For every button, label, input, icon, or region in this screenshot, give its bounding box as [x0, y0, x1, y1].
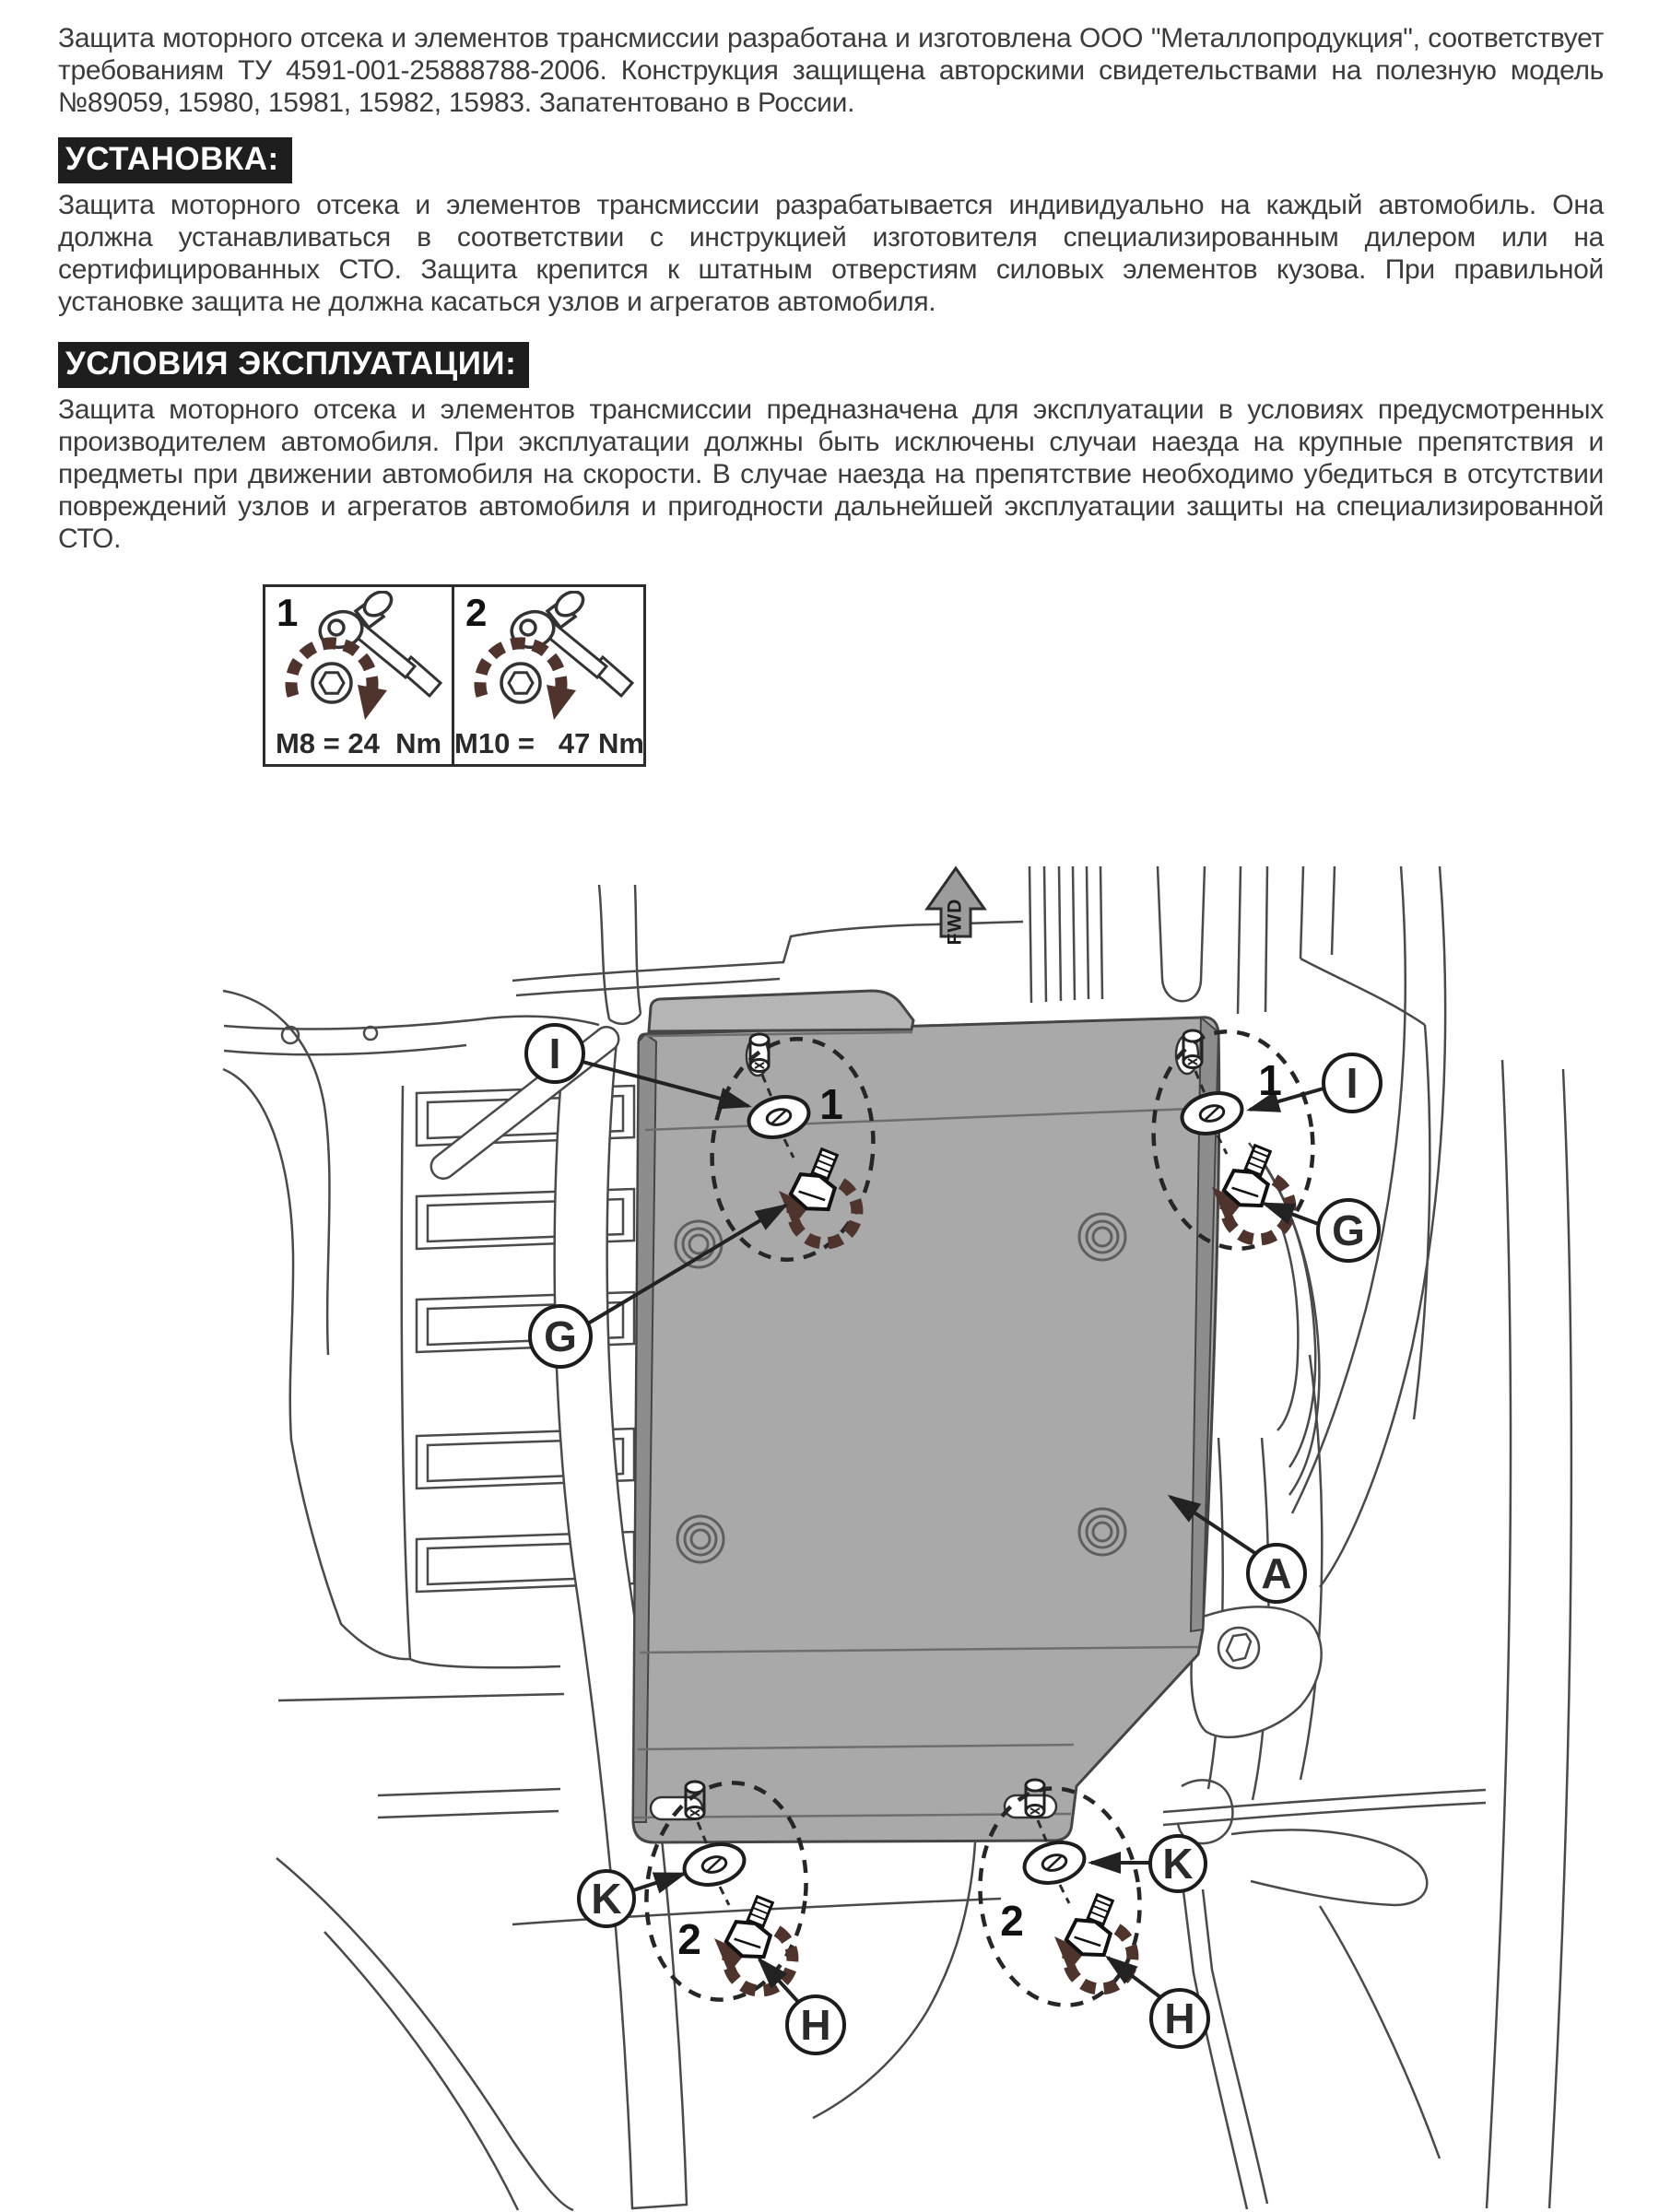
torque-step-1: 1	[276, 591, 299, 634]
torque-value-1: M8 = 24 Nm	[275, 727, 442, 759]
torque-cell-2	[454, 587, 643, 764]
callout-A	[1248, 1545, 1305, 1602]
torque-value-2: M10 = 47 Nm	[454, 727, 644, 759]
callout-K-left	[579, 1871, 634, 1926]
suspension-bracket	[1192, 1606, 1322, 1736]
section-installation	[58, 137, 1604, 183]
section-operating	[58, 342, 1604, 388]
fwd-label: FWD	[944, 898, 966, 946]
callout-I-left	[526, 1025, 583, 1082]
svg-text:G: G	[544, 1312, 577, 1360]
intro-paragraph: Защита моторного отсека и элементов трансмиссии разработана и изготовлена ООО "Металлопродукция", соответствует требованиям ТУ 4591-001-25888788-2006. Конструкция защищена авторскими свидетельствами на полезную модель №89059, 15980, 15981, 15982, 15983. Запатентовано в России.	[58, 23, 1604, 118]
svg-text:1: 1	[819, 1080, 843, 1128]
svg-text:K: K	[1162, 1840, 1194, 1888]
svg-text:2: 2	[677, 1915, 701, 1963]
svg-text:2: 2	[1000, 1897, 1024, 1945]
text-column	[58, 22, 1604, 767]
callout-G-left	[530, 1306, 591, 1367]
installation-header: УСТАНОВКА:	[58, 137, 292, 183]
callout-I-right	[1324, 1054, 1381, 1112]
callout-K-right	[1150, 1836, 1206, 1891]
torque-arc-icon	[464, 635, 578, 731]
plate-front-flange	[649, 991, 913, 1031]
svg-text:G: G	[1332, 1206, 1365, 1254]
svg-text:H: H	[1164, 1994, 1195, 2042]
skid-plate	[633, 991, 1219, 1842]
svg-text:H: H	[800, 2001, 831, 2049]
torque-arc-icon	[275, 635, 389, 731]
fastener-set-lower-right	[1020, 1780, 1133, 1989]
svg-text:A: A	[1261, 1549, 1292, 1597]
installation-paragraph: Защита моторного отсека и элементов трансмиссии разрабатывается индивидуально на каждый автомобиль. Она должна устанавливаться в соответствии с инструкцией изготовителя специализированным дилером или на сертифицированных СТО. Защита крепится к штатным отверстиям силовых элементов кузова. При правильной установке защита не должна касаться узлов и агрегатов автомобиля.	[58, 190, 1604, 317]
operating-header: УСЛОВИЯ ЭКСПЛУАТАЦИИ:	[58, 342, 529, 388]
fwd-arrow-icon	[927, 868, 984, 945]
torque-cell-1	[265, 587, 454, 764]
callout-G-right	[1318, 1200, 1379, 1261]
operating-paragraph: Защита моторного отсека и элементов трансмиссии предназначена для эксплуатации в условиях предусмотренных производителем автомобиля. При эксплуатации должны быть исключены случаи наезда на крупные препятствия и предметы при движении автомобиля на скорости. В случае наезда на препятствие необходимо убедиться в отсутствии повреждений узлов и агрегатов автомобиля и пригодности дальнейшей эксплуатации защиты на специализированной СТО.	[58, 394, 1604, 554]
svg-text:K: K	[591, 1875, 622, 1923]
callout-H-right	[1151, 1990, 1208, 2047]
torque-table	[263, 584, 646, 767]
svg-text:I: I	[548, 1030, 561, 1077]
callout-H-left	[787, 1996, 844, 2053]
svg-text:I: I	[1346, 1059, 1359, 1107]
svg-text:1: 1	[1258, 1056, 1282, 1104]
torque-step-2: 2	[465, 591, 488, 634]
installation-diagram	[0, 830, 1659, 2212]
